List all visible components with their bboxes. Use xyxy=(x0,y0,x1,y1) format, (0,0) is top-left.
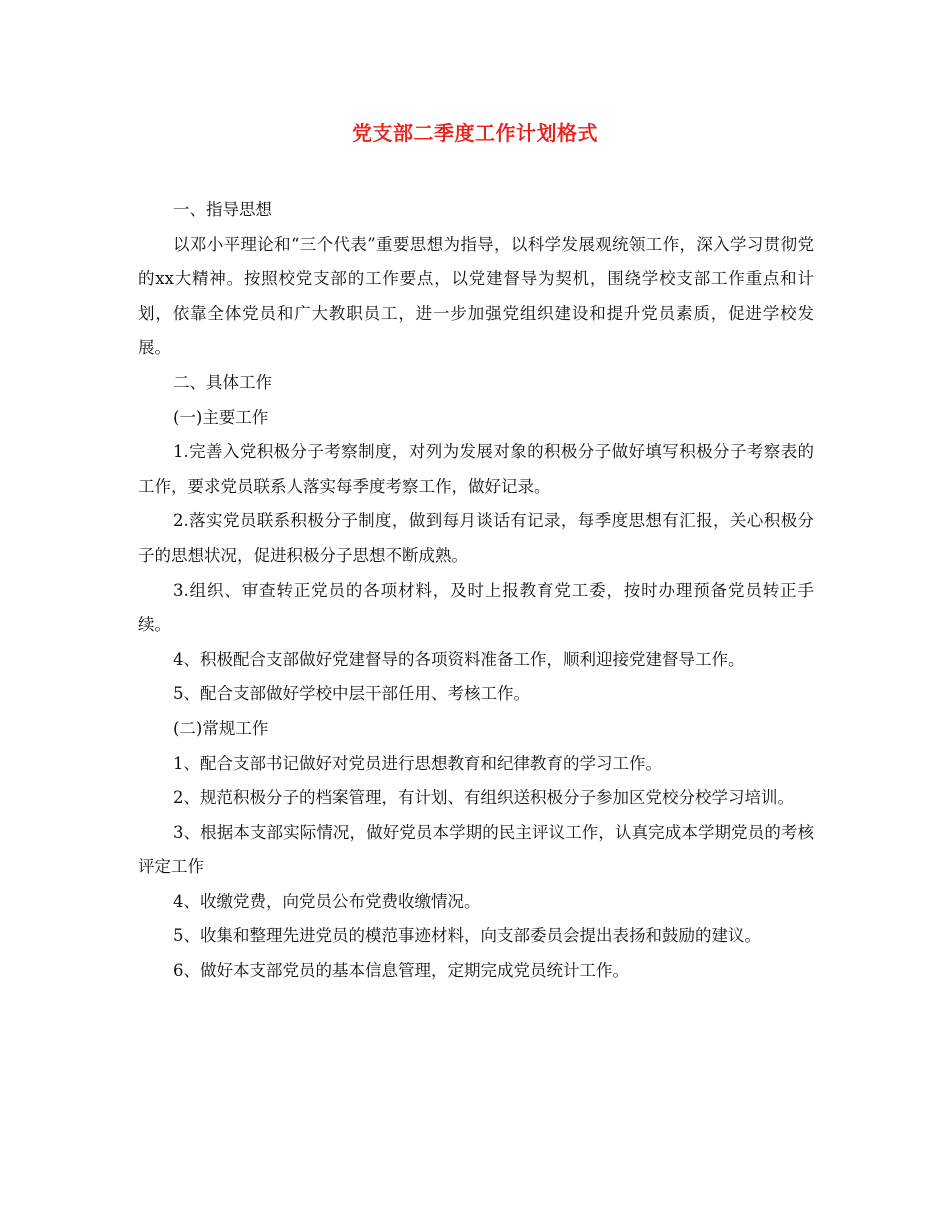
main-work-item-3: 3.组织、审查转正党员的各项材料，及时上报教育党工委，按时办理预备党员转正手续。 xyxy=(138,580,814,635)
document-body xyxy=(138,193,814,989)
main-work-item-5: 5、配合支部做好学校中层干部任用、考核工作。 xyxy=(173,684,530,704)
section-heading-specific-work: 二、具体工作 xyxy=(173,372,272,392)
document-title: 党支部二季度工作计划格式 xyxy=(352,121,598,145)
routine-work-item-3: 3、根据本支部实际情况，做好党员本学期的民主评议工作，认真完成本学期党员的考核评定工作 xyxy=(138,822,814,877)
main-work-item-1: 1.完善入党积极分子考察制度，对列为发展对象的积极分子做好填写积极分子考察表的工作，要求党员联系人落实每季度考察工作，做好记录。 xyxy=(138,442,814,496)
routine-work-item-6: 6、做好本支部党员的基本信息管理，定期完成党员统计工作。 xyxy=(173,961,629,981)
main-work-item-4: 4、积极配合支部做好党建督导的各项资料准备工作，顺利迎接党建督导工作。 xyxy=(173,649,745,669)
routine-work-item-4: 4、收缴党费，向党员公布党费收缴情况。 xyxy=(173,891,481,911)
routine-work-item-1: 1、配合支部书记做好对党员进行思想教育和纪律教育的学习工作。 xyxy=(173,753,662,773)
routine-work-item-5: 5、收集和整理先进党员的模范事迹材料，向支部委员会提出表扬和鼓励的建议。 xyxy=(173,926,761,946)
section-heading-guiding-ideology: 一、指导思想 xyxy=(173,200,272,219)
paragraph-guiding-ideology: 以邓小平理论和“三个代表”重要思想为指导，以科学发展观统领工作，深入学习贯彻党的xx大精神。按照校党支部的工作要点，以党建督导为契机，围绕学校支部工作重点和计划，依靠全体党员和广大教职员工，进一步加强党组织建设和提升党员素质，促进学校发展。 xyxy=(138,234,814,358)
routine-work-item-2: 2、规范积极分子的档案管理，有计划、有组织送积极分子参加区党校分校学习培训。 xyxy=(173,788,794,808)
subsection-heading-main-work: (一)主要工作 xyxy=(173,407,269,427)
subsection-heading-routine-work: (二)常规工作 xyxy=(173,718,269,738)
main-work-item-2: 2.落实党员联系积极分子制度，做到每月谈话有记录，每季度思想有汇报，关心积极分子的思想状况，促进积极分子思想不断成熟。 xyxy=(138,511,814,565)
